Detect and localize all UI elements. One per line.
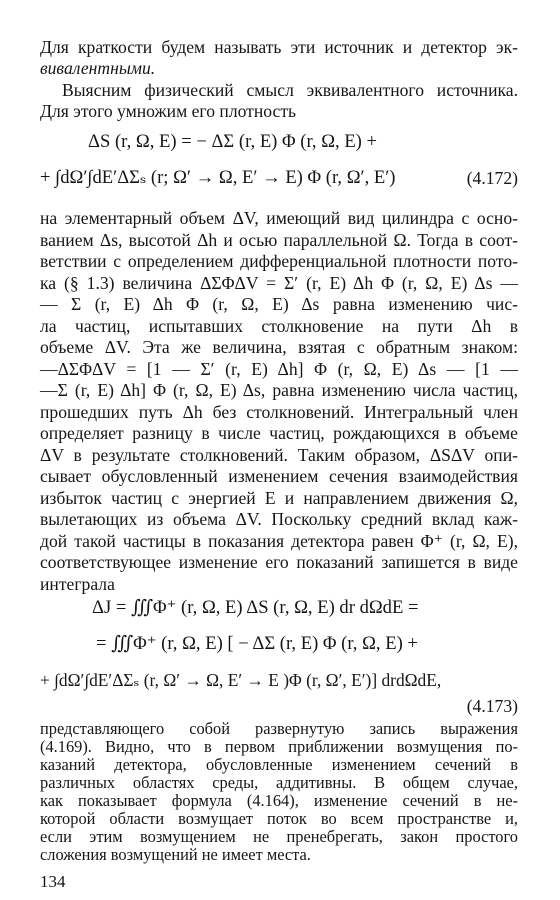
intro-line-4: Для этого умножим его плотность bbox=[40, 101, 297, 121]
intro-line-3: Выясним физический смысл эквивалентного источника. bbox=[62, 80, 518, 100]
equation-4-173-number: (4.173) bbox=[466, 696, 518, 716]
equation-4-172-line-1: ΔS (r, Ω, E) = − ΔΣ (r, E) Φ (r, Ω, E) + bbox=[88, 131, 378, 152]
closing-line-8: сложения возмущений не имеет места. bbox=[40, 845, 311, 864]
body-line-3: ветствии с определением дифференциальной плотности пото- bbox=[40, 251, 518, 271]
body-line-9: —Σ (r, E) Δh] Φ (r, Ω, E) Δs, равна изменению числа частиц, bbox=[40, 380, 518, 400]
body-line-7: объеме ΔV. Эта же величина, взятая с обратным знаком: bbox=[40, 337, 518, 357]
closing-line-1: представляющего собой развернутую запись выражения bbox=[40, 719, 518, 738]
equation-4-173-line-3: + ∫dΩ′∫dE′ΔΣₛ (r, Ω′ → Ω, E′ → E )Φ (r, Ω′, E′)] drdΩdE, bbox=[40, 670, 442, 690]
body-line-14: избыток частиц с энергией E и направлением движения Ω, bbox=[40, 488, 518, 508]
body-line-4: ка (§ 1.3) величина ΔΣΦΔV = Σ′ (r, E) Δh Φ (r, Ω, E) Δs — bbox=[40, 273, 518, 293]
body-line-1: на элементарный объем ΔV, имеющий вид цилиндра с осно- bbox=[40, 208, 518, 228]
body-line-6: ла частиц, испытавших столкновение на пути Δh в bbox=[40, 316, 518, 336]
closing-line-2: (4.169). Видно, что в первом приближении возмущения по- bbox=[40, 737, 518, 756]
body-line-10: прошедших путь Δh без столкновений. Интегральный член bbox=[40, 402, 518, 422]
body-line-16: дой такой частицы в показания детектора равен Φ⁺ (r, Ω, E), bbox=[40, 531, 518, 551]
closing-line-7: если этим возмущением не пренебрегать, закон простого bbox=[40, 827, 518, 846]
equation-4-173-line-1: ΔJ = ∭Φ⁺ (r, Ω, E) ΔS (r, Ω, E) dr dΩdE = bbox=[92, 597, 419, 618]
intro-line-1: Для краткости будем называть эти источник и детектор эк- bbox=[40, 37, 518, 57]
closing-line-5: как показывает формула (4.164), изменение сечений в не- bbox=[40, 791, 518, 810]
body-line-11: определяет разницу в числе частиц, рождающихся в объеме bbox=[40, 423, 518, 443]
body-line-18: интеграла bbox=[40, 574, 115, 594]
equation-4-172-number: (4.172) bbox=[466, 168, 518, 188]
intro-line-2: вивалентными. bbox=[40, 58, 156, 78]
body-line-5: — Σ (r, E) Δh Φ (r, Ω, E) Δs равна изменению чис- bbox=[40, 294, 518, 314]
body-line-13: сывает обусловленный изменением сечения взаимодействия bbox=[40, 466, 518, 486]
body-line-8: —ΔΣΦΔV = [1 — Σ′ (r, E) Δh] Φ (r, Ω, E) Δs — [1 — bbox=[40, 359, 518, 379]
body-line-12: ΔV в результате столкновений. Таким образом, ΔSΔV опи- bbox=[40, 445, 518, 465]
closing-line-6: которой области возмущает поток во всем пространстве и, bbox=[40, 809, 518, 828]
body-line-15: вылетающих из объема ΔV. Поскольку средний вклад каж- bbox=[40, 509, 518, 529]
equation-4-172-line-2: + ∫dΩ′∫dE′ΔΣₛ (r; Ω′ → Ω, E′ → E) Φ (r, Ω′, E′) bbox=[40, 167, 396, 188]
body-line-17: соответствующее изменение его показаний запишется в виде bbox=[40, 552, 518, 572]
page-number: 134 bbox=[40, 872, 66, 891]
closing-line-3: казаний детектора, обусловленные изменением сечений в bbox=[40, 755, 518, 774]
body-line-2: ванием Δs, высотой Δh и осью параллельной Ω. Тогда в соот- bbox=[40, 230, 518, 250]
closing-line-4: различных областях среды, аддитивны. В общем случае, bbox=[40, 773, 518, 792]
equation-4-173-line-2: = ∭Φ⁺ (r, Ω, E) [ − ΔΣ (r, E) Φ (r, Ω, E) + bbox=[96, 633, 418, 654]
